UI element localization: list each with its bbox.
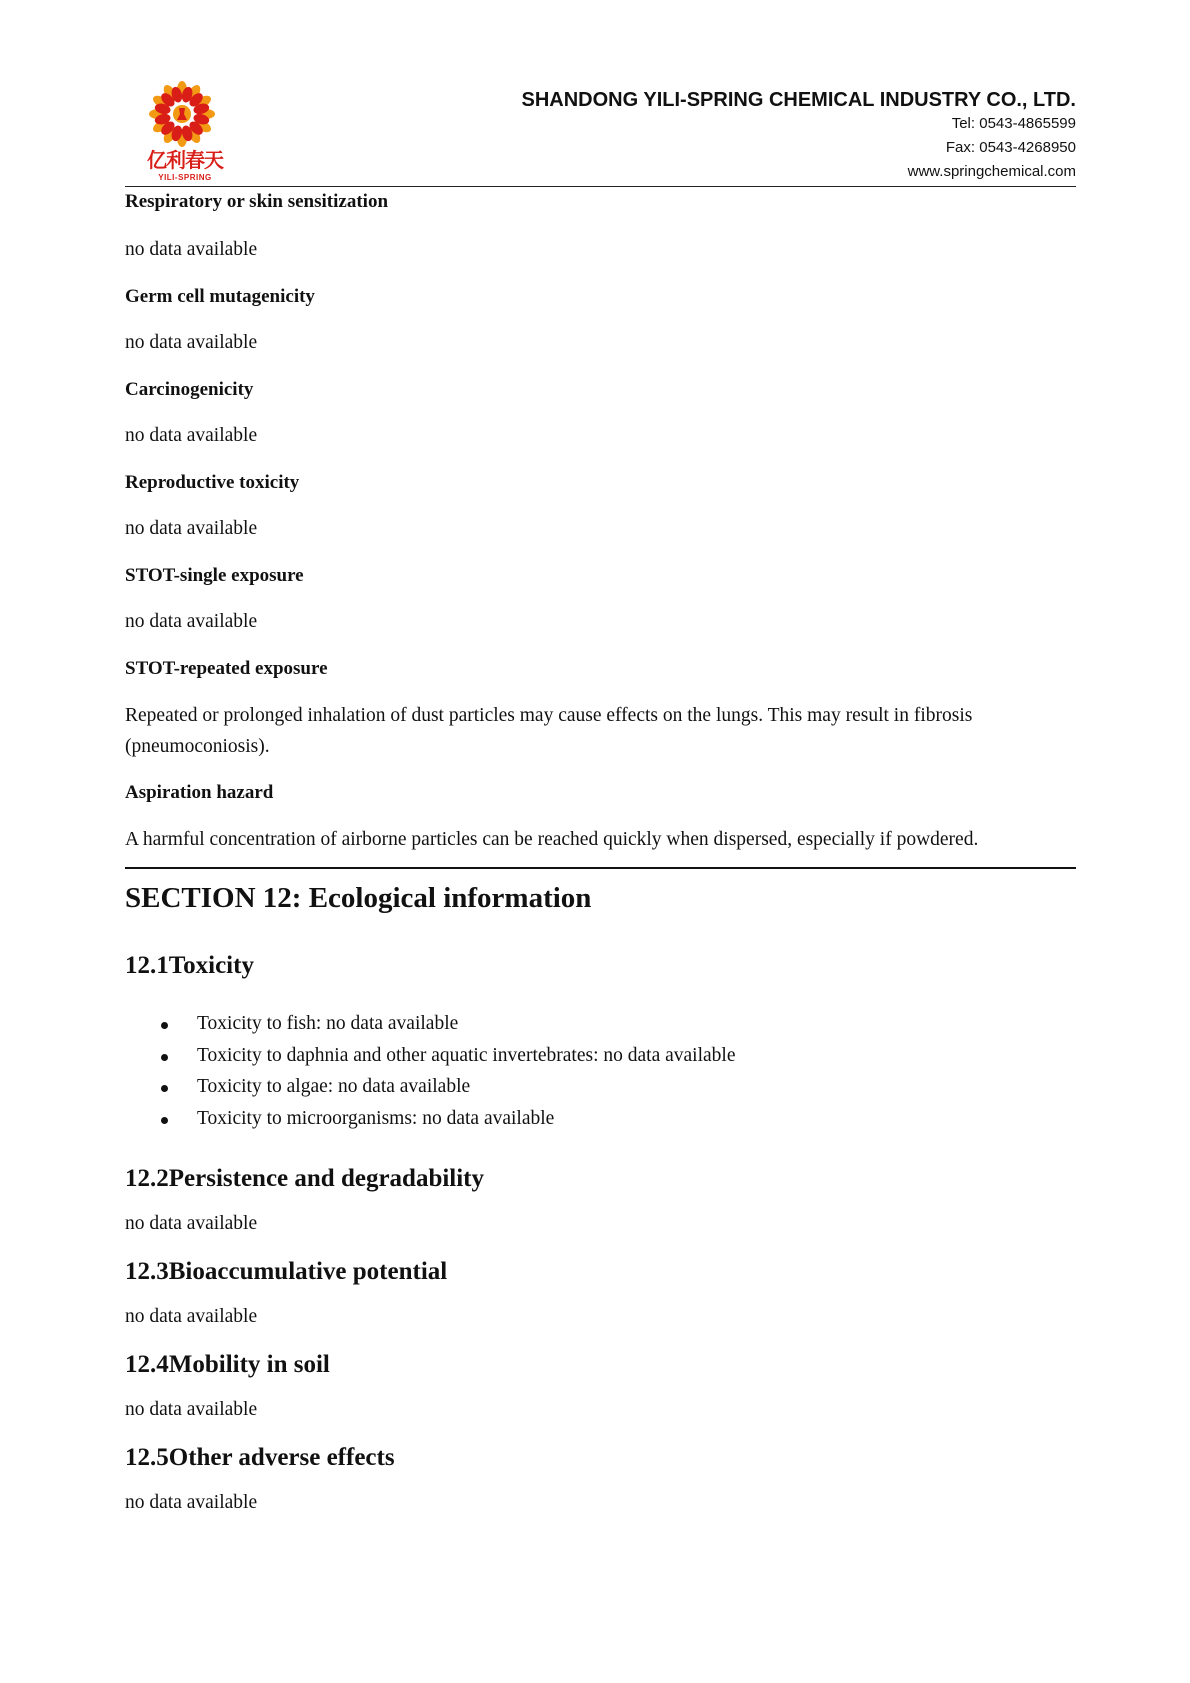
item-text-carcinogenicity: no data available — [125, 425, 258, 446]
list-item — [125, 1040, 1025, 1072]
company-info — [522, 88, 1076, 184]
item-heading-carcinogenicity: Carcinogenicity — [125, 379, 254, 400]
list-item — [125, 1103, 1025, 1135]
item-text-aspiration: A harmful concentration of airborne particles can be reached quickly when dispersed, especially if powdered. — [125, 829, 979, 850]
bullet-icon — [161, 1117, 168, 1124]
toxicity-heading: 12.1Toxicity — [125, 952, 254, 979]
persistence-heading: 12.2Persistence and degradability — [125, 1165, 485, 1192]
toxicity-microorganisms: Toxicity to microorganisms: no data available — [197, 1107, 555, 1129]
item-text-stot-repeated: Repeated or prolonged inhalation of dust particles may cause effects on the lungs. This may result in fibrosis (pneumoconiosis). — [125, 705, 973, 757]
item-heading-stot-repeated: STOT-repeated exposure — [125, 658, 328, 679]
list-item — [125, 1008, 1025, 1040]
mobility-text: no data available — [125, 1399, 258, 1420]
item-text-stot-single: no data available — [125, 611, 258, 632]
bioaccumulative-text: no data available — [125, 1306, 258, 1327]
toxicity-list — [125, 1008, 1025, 1134]
logo-chinese-text: 亿利春天 — [147, 148, 223, 172]
item-text-reproductive: no data available — [125, 518, 258, 539]
bullet-icon — [161, 1054, 168, 1061]
section-12-title: SECTION 12: Ecological information — [125, 882, 592, 914]
item-heading-stot-single: STOT-single exposure — [125, 565, 304, 586]
toxicity-daphnia: Toxicity to daphnia and other aquatic invertebrates: no data available — [197, 1044, 736, 1066]
company-website: www.springchemical.com — [907, 163, 1076, 180]
bioaccumulative-heading: 12.3Bioaccumulative potential — [125, 1258, 448, 1285]
toxicity-algae: Toxicity to algae: no data available — [197, 1076, 471, 1097]
item-heading-aspiration: Aspiration hazard — [125, 782, 274, 803]
list-item — [125, 1071, 1025, 1103]
item-heading-mutagenicity: Germ cell mutagenicity — [125, 286, 315, 307]
other-effects-heading: 12.5Other adverse effects — [125, 1444, 395, 1471]
company-fax: Fax: 0543-4268950 — [945, 139, 1076, 156]
other-effects-text: no data available — [125, 1492, 258, 1513]
company-logo — [137, 78, 227, 182]
item-heading-reproductive: Reproductive toxicity — [125, 472, 300, 493]
item-heading-respiratory: Respiratory or skin sensitization — [125, 191, 389, 212]
company-tel: Tel: 0543-4865599 — [951, 115, 1076, 132]
mobility-heading: 12.4Mobility in soil — [125, 1351, 330, 1378]
item-text-respiratory: no data available — [125, 239, 258, 260]
toxicity-fish: Toxicity to fish: no data available — [197, 1013, 459, 1034]
logo-english-text: YILI-SPRING — [158, 173, 212, 182]
section-divider — [125, 867, 1076, 869]
bullet-icon — [161, 1022, 168, 1029]
flower-logo-icon — [137, 78, 227, 150]
bullet-icon — [161, 1085, 168, 1092]
page-header — [125, 78, 1076, 187]
company-name: SHANDONG YILI-SPRING CHEMICAL INDUSTRY CO., LTD. — [521, 89, 1076, 111]
item-text-mutagenicity: no data available — [125, 332, 258, 353]
persistence-text: no data available — [125, 1213, 258, 1234]
